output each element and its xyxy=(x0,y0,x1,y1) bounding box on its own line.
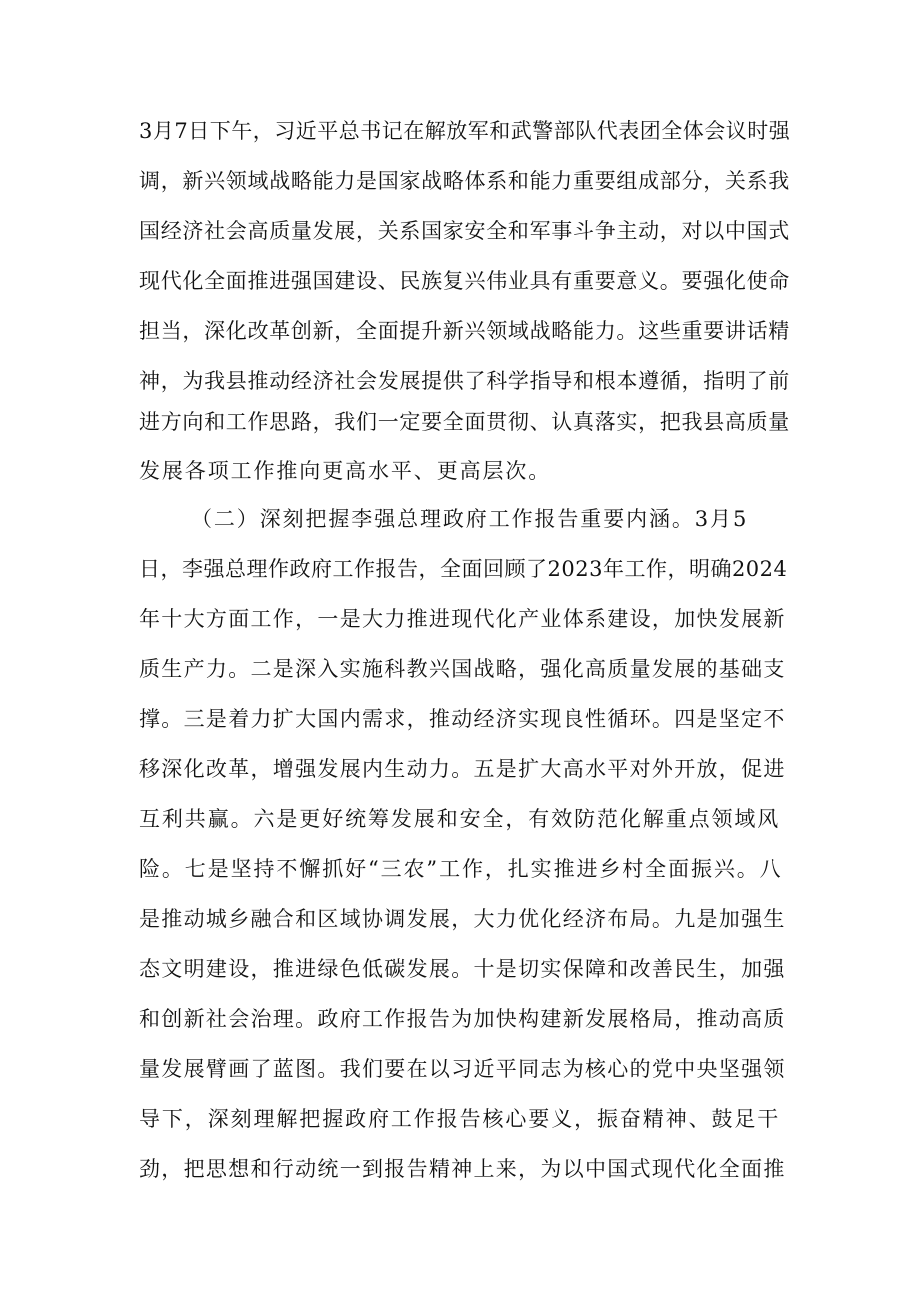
paragraph-1-line-4: 现代化全面推进强国建设、民族复兴伟业具有重要意义。要强化使命 xyxy=(139,269,790,293)
paragraph-2-line-10: 态文明建设，推进绿色低碳发展。十是切实保障和改善民生，加强 xyxy=(139,957,786,981)
paragraph-2-line-6: 移深化改革，增强发展内生动力。五是扩大高水平对外开放，促进 xyxy=(139,757,786,781)
paragraph-2-line-13: 导下，深刻理解把握政府工作报告核心要义，振奋精神、鼓足干 xyxy=(139,1107,781,1131)
paragraph-1-line-1: 3月7日下午，习近平总书记在解放军和武警部队代表团全体会议时强 xyxy=(139,119,791,143)
paragraph-2-line-2: 日，李强总理作政府工作报告，全面回顾了2023年工作，明确2024 xyxy=(139,557,788,581)
paragraph-1-line-8: 发展各项工作推向更高水平、更高层次。 xyxy=(139,459,552,483)
paragraph-1-line-5: 担当，深化改革创新，全面提升新兴领域战略能力。这些重要讲话精 xyxy=(139,319,790,343)
paragraph-2-line-8: 险。七是坚持不懈抓好“三农”工作，扎实推进乡村全面振兴。八 xyxy=(139,857,783,881)
paragraph-2-line-4: 质生产力。二是深入实施科教兴国战略，强化高质量发展的基础支 xyxy=(139,657,786,681)
paragraph-1-line-6: 神，为我县推动经济社会发展提供了科学指导和根本遵循，指明了前 xyxy=(139,369,790,393)
paragraph-2-line-7: 互利共赢。六是更好统筹发展和安全，有效防范化解重点领域风 xyxy=(139,807,781,831)
paragraph-2-line-3: 年十大方面工作，一是大力推进现代化产业体系建设，加快发展新 xyxy=(139,607,786,631)
paragraph-2-line-5: 撑。三是着力扩大国内需求，推动经济实现良性循环。四是坚定不 xyxy=(139,707,786,731)
paragraph-1-line-3: 国经济社会高质量发展，关系国家安全和军事斗争主动，对以中国式 xyxy=(139,219,790,243)
paragraph-2-line-9: 是推动城乡融合和区域协调发展，大力优化经济布局。九是加强生 xyxy=(139,907,786,931)
paragraph-1-line-2: 调，新兴领域战略能力是国家战略体系和能力重要组成部分，关系我 xyxy=(139,169,790,193)
paragraph-2-heading-line: （二）深刻把握李强总理政府工作报告重要内涵。3月5 xyxy=(191,507,749,531)
paragraph-2-line-11: 和创新社会治理。政府工作报告为加快构建新发展格局，推动高质 xyxy=(139,1007,786,1031)
paragraph-2-line-12: 量发展臂画了蓝图。我们要在以习近平同志为核心的党中央坚强领 xyxy=(139,1057,786,1081)
paragraph-1-line-7: 进方向和工作思路，我们一定要全面贯彻、认真落实，把我县高质量 xyxy=(139,410,790,434)
paragraph-2-line-14: 劲，把思想和行动统一到报告精神上来，为以中国式现代化全面推 xyxy=(139,1157,786,1181)
